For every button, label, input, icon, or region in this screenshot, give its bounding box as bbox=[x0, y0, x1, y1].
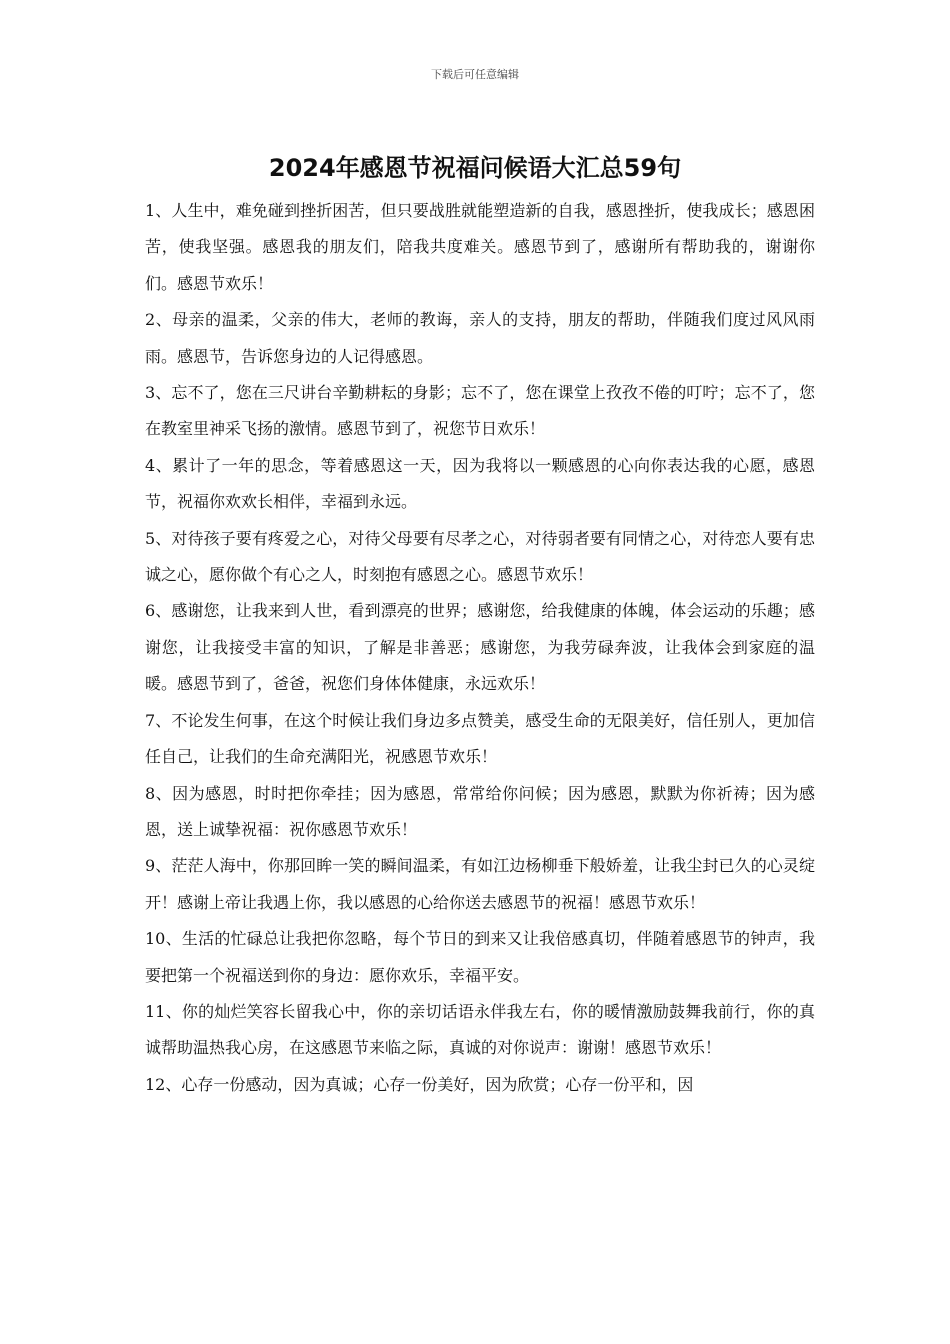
paragraph: 4、累计了一年的思念，等着感恩这一天，因为我将以一颗感恩的心向你表达我的心愿，感恩节，祝福你欢欢长相伴，幸福到永远。 bbox=[145, 455, 815, 512]
page-header: 下载后可任意编辑 bbox=[431, 68, 519, 81]
paragraph: 1、人生中，难免碰到挫折困苦，但只要战胜就能塑造新的自我，感恩挫折，使我成长；感恩困苦，使我坚强。感恩我的朋友们，陪我共度难关。感恩节到了，感谢所有帮助我的，谢谢你们。感恩节欢乐！ bbox=[145, 201, 815, 293]
paragraph: 5、对待孩子要有疼爱之心，对待父母要有尽孝之心，对待弱者要有同情之心，对待恋人要有忠诚之心，愿你做个有心之人，时刻抱有感恩之心。感恩节欢乐！ bbox=[145, 528, 815, 585]
paragraph: 8、因为感恩，时时把你牵挂；因为感恩，常常给你问候；因为感恩，默默为你祈祷；因为感恩，送上诚挚祝福：祝你感恩节欢乐！ bbox=[145, 783, 815, 839]
paragraph: 6、感谢您，让我来到人世，看到漂亮的世界；感谢您，给我健康的体魄，体会运动的乐趣；感谢您，让我接受丰富的知识，了解是非善恶；感谢您，为我劳碌奔波，让我体会到家庭的温暖。感恩节到了，爸爸，祝您们身体体健康，永远欢乐！ bbox=[145, 601, 815, 694]
paragraph: 2、母亲的温柔，父亲的伟大，老师的教诲，亲人的支持，朋友的帮助，伴随我们度过风风雨雨。感恩节，告诉您身边的人记得感恩。 bbox=[145, 310, 815, 366]
paragraph: 7、不论发生何事，在这个时候让我们身边多点赞美，感受生命的无限美好，信任别人，更加信任自己，让我们的生命充满阳光，祝感恩节欢乐！ bbox=[145, 710, 815, 767]
paragraph: 11、你的灿烂笑容长留我心中，你的亲切话语永伴我左右，你的暖情激励鼓舞我前行，你的真诚帮助温热我心房，在这感恩节来临之际，真诚的对你说声：谢谢！感恩节欢乐！ bbox=[145, 1001, 815, 1058]
paragraph: 10、生活的忙碌总让我把你忽略，每个节日的到来又让我倍感真切，伴随着感恩节的钟声，我要把第一个祝福送到你的身边：愿你欢乐，幸福平安。 bbox=[145, 929, 815, 985]
document-title: 2024年感恩节祝福问候语大汇总59句 bbox=[268, 154, 682, 182]
paragraph: 9、茫茫人海中，你那回眸一笑的瞬间温柔，有如江边杨柳垂下般娇羞，让我尘封已久的心灵绽开！感谢上帝让我遇上你，我以感恩的心给你送去感恩节的祝福！感恩节欢乐！ bbox=[145, 856, 815, 912]
paragraph: 12、心存一份感动，因为真诚；心存一份美好，因为欣赏；心存一份平和，因 bbox=[145, 1074, 694, 1094]
document-body bbox=[145, 193, 815, 1103]
paragraph: 3、忘不了，您在三尺讲台辛勤耕耘的身影；忘不了，您在课堂上孜孜不倦的叮咛；忘不了，您在教室里神采飞扬的激情。感恩节到了，祝您节日欢乐！ bbox=[145, 383, 815, 439]
